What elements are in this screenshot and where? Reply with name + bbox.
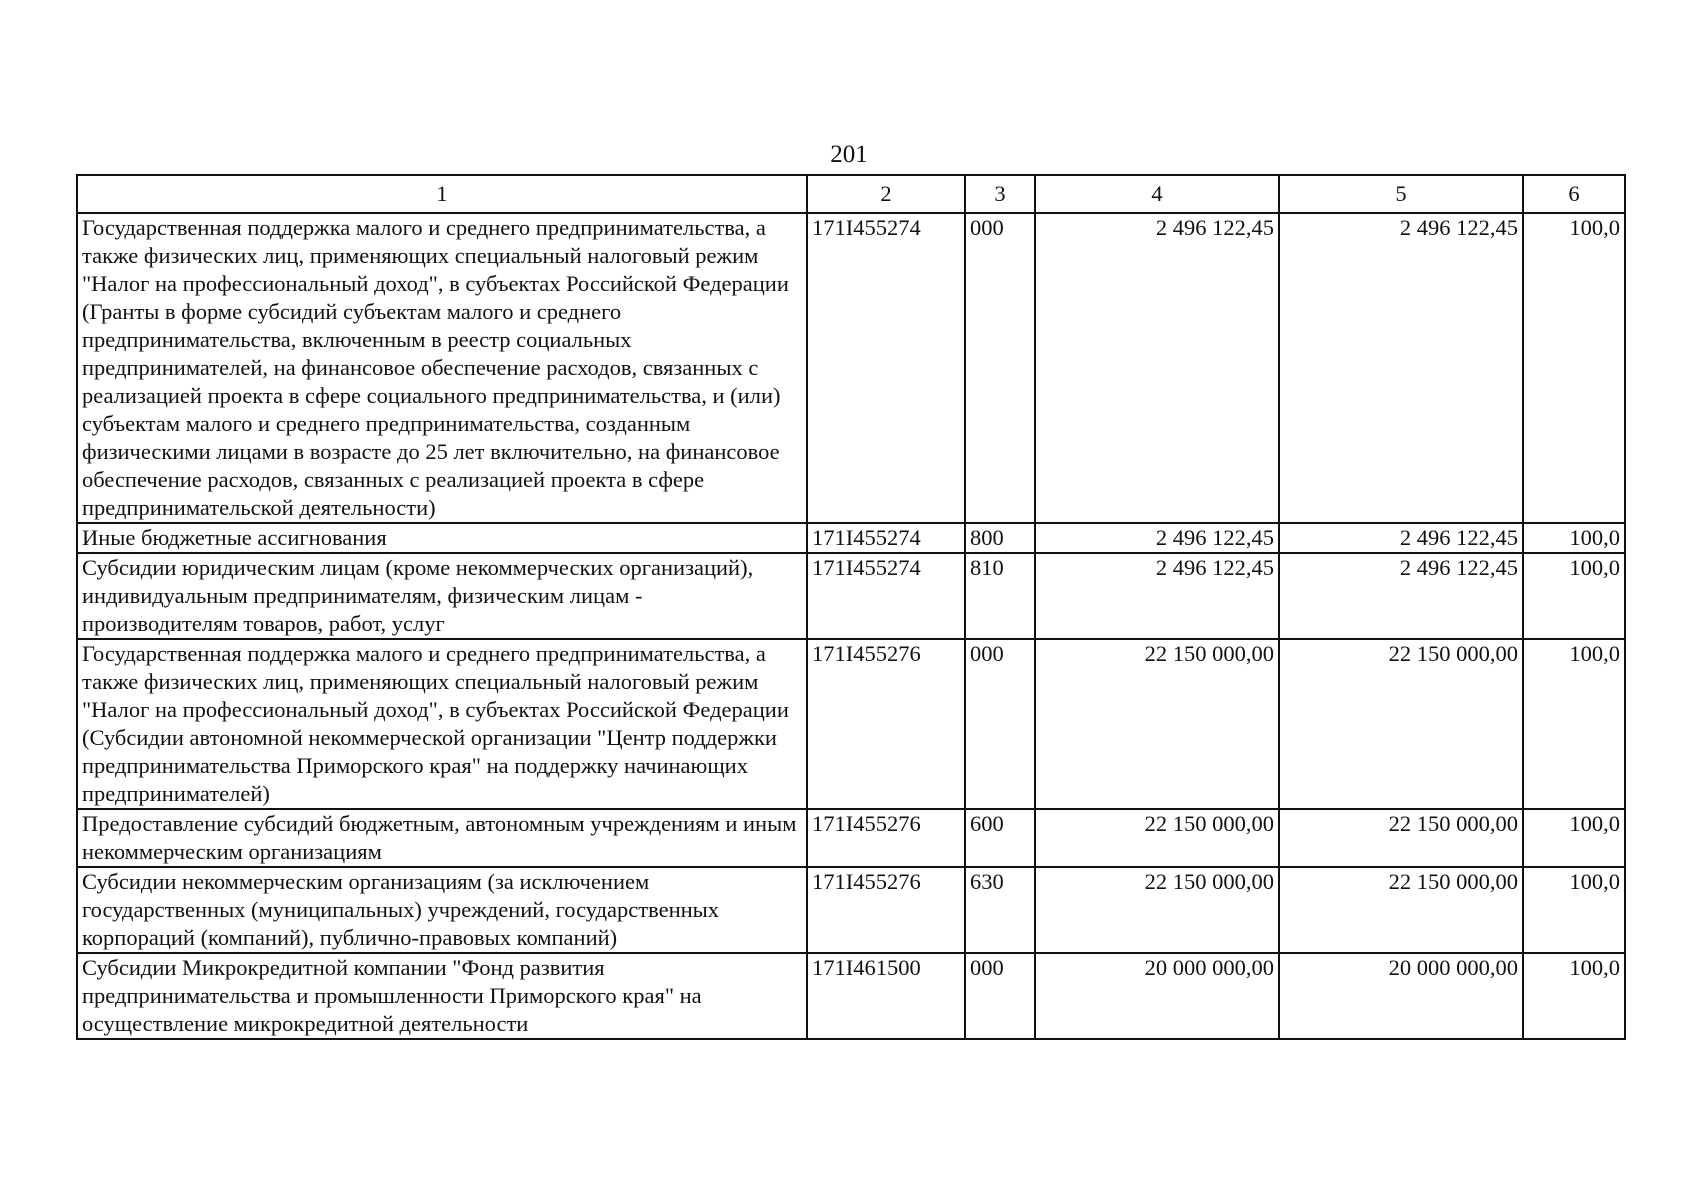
page-number: 201 <box>830 141 868 168</box>
percent-cell: 100,0 <box>1523 523 1625 553</box>
percent-cell: 100,0 <box>1523 953 1625 1039</box>
percent-cell: 100,0 <box>1523 639 1625 809</box>
target-code-cell: 171I455274 <box>807 553 965 639</box>
table-row <box>77 809 1625 867</box>
executed-amount-cell: 22 150 000,00 <box>1279 867 1523 953</box>
budget-table <box>76 174 1626 1040</box>
table-row <box>77 523 1625 553</box>
percent-cell: 100,0 <box>1523 553 1625 639</box>
expense-type-cell: 000 <box>965 639 1035 809</box>
planned-amount-cell: 2 496 122,45 <box>1035 213 1279 523</box>
executed-amount-cell: 20 000 000,00 <box>1279 953 1523 1039</box>
row-name-cell: Предоставление субсидий бюджетным, автономным учреждениям и иным некоммерческим организациям <box>77 809 807 867</box>
planned-amount-cell: 20 000 000,00 <box>1035 953 1279 1039</box>
executed-amount-cell: 22 150 000,00 <box>1279 809 1523 867</box>
percent-cell: 100,0 <box>1523 867 1625 953</box>
executed-amount-cell: 2 496 122,45 <box>1279 213 1523 523</box>
column-header: 5 <box>1279 175 1523 213</box>
expense-type-cell: 000 <box>965 953 1035 1039</box>
table-row <box>77 867 1625 953</box>
column-header: 6 <box>1523 175 1625 213</box>
executed-amount-cell: 22 150 000,00 <box>1279 639 1523 809</box>
expense-type-cell: 810 <box>965 553 1035 639</box>
table-row <box>77 553 1625 639</box>
row-name-cell: Иные бюджетные ассигнования <box>77 523 807 553</box>
row-name-cell: Субсидии юридическим лицам (кроме некоммерческих организаций), индивидуальным предпринимателям, физическим лицам - производителям товаров, работ, услуг <box>77 553 807 639</box>
table-row <box>77 639 1625 809</box>
planned-amount-cell: 22 150 000,00 <box>1035 809 1279 867</box>
row-name-cell: Государственная поддержка малого и среднего предпринимательства, а также физических лиц, применяющих специальный налоговый режим "Налог на профессиональный доход", в субъектах Российской Федерации (Субсидии автономной некоммерческой организации "Центр поддержки предпринимательства Приморского края" на поддержку начинающих предпринимателей) <box>77 639 807 809</box>
target-code-cell: 171I455274 <box>807 213 965 523</box>
expense-type-cell: 630 <box>965 867 1035 953</box>
row-name-cell: Субсидии некоммерческим организациям (за исключением государственных (муниципальных) учреждений, государственных корпораций (компаний), публично-правовых компаний) <box>77 867 807 953</box>
column-header: 1 <box>77 175 807 213</box>
executed-amount-cell: 2 496 122,45 <box>1279 553 1523 639</box>
expense-type-cell: 600 <box>965 809 1035 867</box>
target-code-cell: 171I455276 <box>807 867 965 953</box>
target-code-cell: 171I455276 <box>807 809 965 867</box>
target-code-cell: 171I455274 <box>807 523 965 553</box>
row-name-cell: Государственная поддержка малого и среднего предпринимательства, а также физических лиц, применяющих специальный налоговый режим "Налог на профессиональный доход", в субъектах Российской Федерации (Гранты в форме субсидий субъектам малого и среднего предпринимательства, включенным в реестр социальных предпринимателей, на финансовое обеспечение расходов, связанных с реализацией проекта в сфере социального предпринимательства, и (или) субъектам малого и среднего предпринимательства, созданным физическими лицами в возрасте до 25 лет включительно, на финансовое обеспечение расходов, связанных с реализацией проекта в сфере предпринимательской деятельности) <box>77 213 807 523</box>
header-row <box>77 175 1625 213</box>
table-row <box>77 213 1625 523</box>
column-header: 3 <box>965 175 1035 213</box>
percent-cell: 100,0 <box>1523 809 1625 867</box>
planned-amount-cell: 2 496 122,45 <box>1035 523 1279 553</box>
expense-type-cell: 800 <box>965 523 1035 553</box>
expense-type-cell: 000 <box>965 213 1035 523</box>
column-header: 2 <box>807 175 965 213</box>
column-header: 4 <box>1035 175 1279 213</box>
percent-cell: 100,0 <box>1523 213 1625 523</box>
table-row <box>77 953 1625 1039</box>
executed-amount-cell: 2 496 122,45 <box>1279 523 1523 553</box>
row-name-cell: Субсидии Микрокредитной компании "Фонд развития предпринимательства и промышленности Приморского края" на осуществление микрокредитной деятельности <box>77 953 807 1039</box>
target-code-cell: 171I455276 <box>807 639 965 809</box>
planned-amount-cell: 22 150 000,00 <box>1035 639 1279 809</box>
planned-amount-cell: 2 496 122,45 <box>1035 553 1279 639</box>
planned-amount-cell: 22 150 000,00 <box>1035 867 1279 953</box>
target-code-cell: 171I461500 <box>807 953 965 1039</box>
